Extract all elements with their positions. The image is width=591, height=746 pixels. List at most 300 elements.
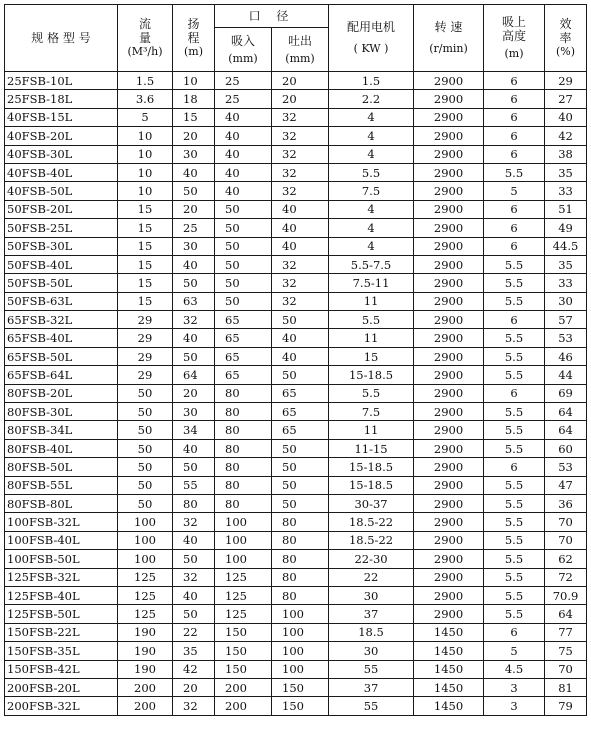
motor-power-cell: 4 bbox=[329, 200, 414, 218]
suction-height-cell: 6 bbox=[484, 200, 545, 218]
speed-cell: 2900 bbox=[414, 439, 484, 457]
suction-height-cell: 5.5 bbox=[484, 550, 545, 568]
outlet-header-label: 吐出 bbox=[288, 33, 313, 48]
model-header-label: 规 格 型 号 bbox=[31, 31, 91, 45]
motor-power-cell: 5.5 bbox=[329, 311, 414, 329]
flow-cell: 15 bbox=[118, 292, 173, 310]
inlet-diameter-cell: 125 bbox=[215, 586, 272, 604]
motor-power-cell: 5.5 bbox=[329, 384, 414, 402]
head-header-unit: (m) bbox=[183, 45, 203, 58]
flow-header-unit: (M³/h) bbox=[127, 45, 163, 58]
speed-cell: 2900 bbox=[414, 568, 484, 586]
motor-power-cell: 7.5 bbox=[329, 182, 414, 200]
diameter-header-label: 口 径 bbox=[248, 9, 295, 23]
flow-cell: 50 bbox=[118, 421, 173, 439]
suction-height-cell: 5 bbox=[484, 642, 545, 660]
model-cell: 65FSB-64L bbox=[5, 366, 118, 384]
speed-cell: 2900 bbox=[414, 494, 484, 512]
motor-power-cell: 18.5-22 bbox=[329, 513, 414, 531]
efficiency-cell: 35 bbox=[545, 255, 587, 273]
table-row bbox=[5, 550, 587, 568]
head-cell: 80 bbox=[173, 494, 215, 512]
model-cell: 150FSB-42L bbox=[5, 660, 118, 678]
efficiency-cell: 79 bbox=[545, 697, 587, 715]
speed-cell: 2900 bbox=[414, 384, 484, 402]
inlet-diameter-cell: 50 bbox=[215, 237, 272, 255]
motor-power-cell: 55 bbox=[329, 660, 414, 678]
flow-cell: 29 bbox=[118, 347, 173, 365]
motor-power-cell: 2.2 bbox=[329, 90, 414, 108]
flow-cell: 200 bbox=[118, 678, 173, 696]
outlet-diameter-cell: 40 bbox=[272, 347, 329, 365]
motor-power-cell: 4 bbox=[329, 237, 414, 255]
flow-cell: 125 bbox=[118, 586, 173, 604]
suction-height-cell: 5.5 bbox=[484, 531, 545, 549]
outlet-diameter-cell: 20 bbox=[272, 72, 329, 90]
suction-height-cell: 6 bbox=[484, 108, 545, 126]
motor-power-cell: 11-15 bbox=[329, 439, 414, 457]
table-row bbox=[5, 586, 587, 604]
suction-height-cell: 3 bbox=[484, 678, 545, 696]
motor-power-cell: 15-18.5 bbox=[329, 476, 414, 494]
model-cell: 50FSB-30L bbox=[5, 237, 118, 255]
table-row bbox=[5, 347, 587, 365]
flow-cell: 200 bbox=[118, 697, 173, 715]
flow-cell: 10 bbox=[118, 145, 173, 163]
suction-height-cell: 5.5 bbox=[484, 513, 545, 531]
head-cell: 42 bbox=[173, 660, 215, 678]
model-cell: 50FSB-20L bbox=[5, 200, 118, 218]
model-cell: 65FSB-40L bbox=[5, 329, 118, 347]
head-header-label-2: 程 bbox=[187, 31, 200, 45]
suction-height-cell: 5.5 bbox=[484, 586, 545, 604]
model-cell: 65FSB-32L bbox=[5, 311, 118, 329]
motor-power-cell: 4 bbox=[329, 219, 414, 237]
outlet-diameter-cell: 80 bbox=[272, 568, 329, 586]
outlet-diameter-cell: 80 bbox=[272, 550, 329, 568]
inlet-diameter-cell: 200 bbox=[215, 678, 272, 696]
model-cell: 80FSB-34L bbox=[5, 421, 118, 439]
inlet-diameter-cell: 100 bbox=[215, 550, 272, 568]
flow-cell: 29 bbox=[118, 311, 173, 329]
head-cell: 20 bbox=[173, 200, 215, 218]
suction-height-cell: 5.5 bbox=[484, 274, 545, 292]
speed-column-header bbox=[414, 5, 484, 72]
head-cell: 15 bbox=[173, 108, 215, 126]
flow-cell: 190 bbox=[118, 642, 173, 660]
head-cell: 30 bbox=[173, 237, 215, 255]
inlet-diameter-cell: 80 bbox=[215, 476, 272, 494]
outlet-diameter-cell: 65 bbox=[272, 403, 329, 421]
efficiency-cell: 44 bbox=[545, 366, 587, 384]
efficiency-header-unit: (%) bbox=[555, 45, 576, 58]
efficiency-cell: 64 bbox=[545, 403, 587, 421]
efficiency-cell: 77 bbox=[545, 623, 587, 641]
inlet-diameter-cell: 50 bbox=[215, 219, 272, 237]
outlet-diameter-cell: 65 bbox=[272, 384, 329, 402]
inlet-diameter-cell: 65 bbox=[215, 311, 272, 329]
head-cell: 20 bbox=[173, 678, 215, 696]
efficiency-cell: 72 bbox=[545, 568, 587, 586]
speed-cell: 1450 bbox=[414, 678, 484, 696]
table-row bbox=[5, 329, 587, 347]
head-cell: 35 bbox=[173, 642, 215, 660]
inlet-diameter-cell: 200 bbox=[215, 697, 272, 715]
efficiency-cell: 70 bbox=[545, 660, 587, 678]
efficiency-cell: 40 bbox=[545, 108, 587, 126]
efficiency-header-label-2: 率 bbox=[559, 31, 572, 45]
model-cell: 80FSB-30L bbox=[5, 403, 118, 421]
inlet-diameter-cell: 150 bbox=[215, 642, 272, 660]
inlet-diameter-cell: 125 bbox=[215, 568, 272, 586]
head-cell: 20 bbox=[173, 384, 215, 402]
head-cell: 40 bbox=[173, 163, 215, 181]
motor-power-cell: 18.5 bbox=[329, 623, 414, 641]
suction-height-cell: 5.5 bbox=[484, 255, 545, 273]
flow-cell: 15 bbox=[118, 219, 173, 237]
model-cell: 200FSB-20L bbox=[5, 678, 118, 696]
efficiency-cell: 64 bbox=[545, 605, 587, 623]
head-cell: 63 bbox=[173, 292, 215, 310]
flow-cell: 10 bbox=[118, 163, 173, 181]
outlet-diameter-cell: 100 bbox=[272, 605, 329, 623]
flow-cell: 100 bbox=[118, 531, 173, 549]
table-row bbox=[5, 403, 587, 421]
outlet-diameter-cell: 65 bbox=[272, 421, 329, 439]
inlet-diameter-cell: 25 bbox=[215, 72, 272, 90]
motor-power-cell: 15-18.5 bbox=[329, 366, 414, 384]
model-cell: 40FSB-30L bbox=[5, 145, 118, 163]
motor-power-cell: 22 bbox=[329, 568, 414, 586]
motor-power-cell: 7.5-11 bbox=[329, 274, 414, 292]
model-cell: 125FSB-50L bbox=[5, 605, 118, 623]
model-cell: 100FSB-50L bbox=[5, 550, 118, 568]
efficiency-cell: 70 bbox=[545, 531, 587, 549]
model-cell: 25FSB-18L bbox=[5, 90, 118, 108]
outlet-diameter-cell: 40 bbox=[272, 329, 329, 347]
flow-cell: 1.5 bbox=[118, 72, 173, 90]
efficiency-column-header bbox=[545, 5, 587, 72]
motor-column-header bbox=[329, 5, 414, 72]
speed-cell: 2900 bbox=[414, 458, 484, 476]
efficiency-cell: 29 bbox=[545, 72, 587, 90]
inlet-diameter-cell: 50 bbox=[215, 274, 272, 292]
head-cell: 32 bbox=[173, 568, 215, 586]
table-row bbox=[5, 366, 587, 384]
outlet-diameter-cell: 32 bbox=[272, 182, 329, 200]
speed-cell: 1450 bbox=[414, 697, 484, 715]
outlet-diameter-cell: 32 bbox=[272, 163, 329, 181]
suction-height-cell: 5.5 bbox=[484, 439, 545, 457]
outlet-diameter-cell: 50 bbox=[272, 366, 329, 384]
efficiency-cell: 53 bbox=[545, 329, 587, 347]
table-header bbox=[5, 5, 587, 72]
efficiency-cell: 46 bbox=[545, 347, 587, 365]
flow-cell: 15 bbox=[118, 200, 173, 218]
table-row bbox=[5, 531, 587, 549]
flow-cell: 29 bbox=[118, 366, 173, 384]
outlet-diameter-cell: 32 bbox=[272, 255, 329, 273]
flow-cell: 100 bbox=[118, 550, 173, 568]
head-cell: 50 bbox=[173, 347, 215, 365]
model-cell: 80FSB-50L bbox=[5, 458, 118, 476]
outlet-diameter-cell: 80 bbox=[272, 513, 329, 531]
inlet-diameter-cell: 40 bbox=[215, 108, 272, 126]
speed-cell: 2900 bbox=[414, 586, 484, 604]
motor-power-cell: 30 bbox=[329, 586, 414, 604]
motor-power-cell: 37 bbox=[329, 678, 414, 696]
efficiency-cell: 75 bbox=[545, 642, 587, 660]
table-row bbox=[5, 605, 587, 623]
motor-power-cell: 22-30 bbox=[329, 550, 414, 568]
speed-cell: 2900 bbox=[414, 292, 484, 310]
inlet-header-unit: (mm) bbox=[228, 51, 258, 65]
table-row bbox=[5, 182, 587, 200]
motor-power-cell: 15-18.5 bbox=[329, 458, 414, 476]
suction-height-cell: 5.5 bbox=[484, 476, 545, 494]
flow-cell: 5 bbox=[118, 108, 173, 126]
motor-power-cell: 1.5 bbox=[329, 72, 414, 90]
speed-cell: 2900 bbox=[414, 182, 484, 200]
model-cell: 50FSB-40L bbox=[5, 255, 118, 273]
flow-cell: 190 bbox=[118, 660, 173, 678]
head-header-label-1: 扬 bbox=[187, 17, 200, 31]
flow-column-header bbox=[118, 5, 173, 72]
efficiency-cell: 81 bbox=[545, 678, 587, 696]
speed-cell: 2900 bbox=[414, 531, 484, 549]
motor-power-cell: 15 bbox=[329, 347, 414, 365]
model-cell: 65FSB-50L bbox=[5, 347, 118, 365]
inlet-diameter-cell: 40 bbox=[215, 163, 272, 181]
flow-header-label-1: 流 bbox=[138, 17, 151, 31]
motor-header-label: 配用电机 bbox=[347, 20, 396, 34]
motor-power-cell: 5.5 bbox=[329, 163, 414, 181]
table-row bbox=[5, 494, 587, 512]
flow-cell: 15 bbox=[118, 274, 173, 292]
flow-cell: 10 bbox=[118, 182, 173, 200]
head-cell: 32 bbox=[173, 311, 215, 329]
efficiency-cell: 30 bbox=[545, 292, 587, 310]
table-row bbox=[5, 678, 587, 696]
table-row bbox=[5, 458, 587, 476]
inlet-diameter-cell: 40 bbox=[215, 127, 272, 145]
model-cell: 100FSB-40L bbox=[5, 531, 118, 549]
efficiency-cell: 36 bbox=[545, 494, 587, 512]
table-row bbox=[5, 145, 587, 163]
outlet-diameter-cell: 40 bbox=[272, 237, 329, 255]
suction-height-cell: 5.5 bbox=[484, 347, 545, 365]
model-cell: 125FSB-32L bbox=[5, 568, 118, 586]
motor-power-cell: 11 bbox=[329, 292, 414, 310]
outlet-diameter-cell: 150 bbox=[272, 697, 329, 715]
speed-cell: 2900 bbox=[414, 219, 484, 237]
speed-cell: 2900 bbox=[414, 347, 484, 365]
efficiency-cell: 70.9 bbox=[545, 586, 587, 604]
speed-cell: 2900 bbox=[414, 476, 484, 494]
motor-header-unit: ( KW ) bbox=[353, 42, 389, 55]
model-cell: 50FSB-63L bbox=[5, 292, 118, 310]
head-cell: 34 bbox=[173, 421, 215, 439]
inlet-diameter-cell: 150 bbox=[215, 660, 272, 678]
efficiency-cell: 70 bbox=[545, 513, 587, 531]
table-row bbox=[5, 255, 587, 273]
head-cell: 50 bbox=[173, 274, 215, 292]
suction-height-cell: 6 bbox=[484, 145, 545, 163]
head-cell: 55 bbox=[173, 476, 215, 494]
speed-cell: 2900 bbox=[414, 421, 484, 439]
head-cell: 50 bbox=[173, 182, 215, 200]
suction-height-cell: 6 bbox=[484, 72, 545, 90]
head-cell: 30 bbox=[173, 145, 215, 163]
speed-cell: 2900 bbox=[414, 274, 484, 292]
inlet-diameter-cell: 65 bbox=[215, 347, 272, 365]
speed-header-unit: (r/min) bbox=[429, 42, 468, 55]
head-cell: 40 bbox=[173, 586, 215, 604]
head-cell: 50 bbox=[173, 605, 215, 623]
table-row bbox=[5, 72, 587, 90]
suction-height-cell: 6 bbox=[484, 219, 545, 237]
flow-cell: 50 bbox=[118, 439, 173, 457]
suction-height-cell: 6 bbox=[484, 384, 545, 402]
flow-cell: 50 bbox=[118, 458, 173, 476]
speed-cell: 2900 bbox=[414, 513, 484, 531]
suction-height-cell: 5.5 bbox=[484, 494, 545, 512]
table-row bbox=[5, 697, 587, 715]
speed-cell: 2900 bbox=[414, 108, 484, 126]
efficiency-cell: 53 bbox=[545, 458, 587, 476]
head-cell: 25 bbox=[173, 219, 215, 237]
speed-cell: 2900 bbox=[414, 163, 484, 181]
table-row bbox=[5, 127, 587, 145]
flow-cell: 125 bbox=[118, 605, 173, 623]
flow-cell: 10 bbox=[118, 127, 173, 145]
flow-cell: 29 bbox=[118, 329, 173, 347]
efficiency-cell: 51 bbox=[545, 200, 587, 218]
inlet-diameter-cell: 80 bbox=[215, 439, 272, 457]
flow-cell: 50 bbox=[118, 384, 173, 402]
suction-header-label-1: 吸上 bbox=[502, 15, 527, 29]
speed-cell: 1450 bbox=[414, 642, 484, 660]
outlet-diameter-cell: 80 bbox=[272, 586, 329, 604]
speed-cell: 2900 bbox=[414, 550, 484, 568]
flow-cell: 190 bbox=[118, 623, 173, 641]
model-cell: 125FSB-40L bbox=[5, 586, 118, 604]
outlet-diameter-cell: 32 bbox=[272, 292, 329, 310]
inlet-diameter-cell: 40 bbox=[215, 182, 272, 200]
model-cell: 150FSB-22L bbox=[5, 623, 118, 641]
suction-height-cell: 5.5 bbox=[484, 366, 545, 384]
outlet-diameter-cell: 32 bbox=[272, 108, 329, 126]
motor-power-cell: 18.5-22 bbox=[329, 531, 414, 549]
flow-cell: 50 bbox=[118, 494, 173, 512]
efficiency-header-label-1: 效 bbox=[559, 17, 572, 31]
suction-height-cell: 5.5 bbox=[484, 329, 545, 347]
flow-cell: 15 bbox=[118, 255, 173, 273]
outlet-diameter-cell: 50 bbox=[272, 494, 329, 512]
motor-power-cell: 4 bbox=[329, 145, 414, 163]
suction-height-cell: 6 bbox=[484, 237, 545, 255]
suction-height-cell: 6 bbox=[484, 458, 545, 476]
table-row bbox=[5, 274, 587, 292]
efficiency-cell: 60 bbox=[545, 439, 587, 457]
model-cell: 40FSB-40L bbox=[5, 163, 118, 181]
outlet-diameter-cell: 40 bbox=[272, 219, 329, 237]
pump-spec-table bbox=[4, 4, 587, 716]
speed-cell: 2900 bbox=[414, 200, 484, 218]
head-cell: 18 bbox=[173, 90, 215, 108]
efficiency-cell: 44.5 bbox=[545, 237, 587, 255]
head-cell: 50 bbox=[173, 458, 215, 476]
model-cell: 80FSB-40L bbox=[5, 439, 118, 457]
outlet-diameter-cell: 32 bbox=[272, 145, 329, 163]
speed-cell: 2900 bbox=[414, 366, 484, 384]
table-row bbox=[5, 163, 587, 181]
inlet-diameter-cell: 80 bbox=[215, 421, 272, 439]
suction-height-cell: 5.5 bbox=[484, 292, 545, 310]
motor-power-cell: 7.5 bbox=[329, 403, 414, 421]
diameter-group-header bbox=[215, 5, 329, 28]
flow-cell: 50 bbox=[118, 403, 173, 421]
motor-power-cell: 30 bbox=[329, 642, 414, 660]
inlet-diameter-cell: 50 bbox=[215, 255, 272, 273]
inlet-diameter-cell: 80 bbox=[215, 494, 272, 512]
efficiency-cell: 42 bbox=[545, 127, 587, 145]
head-cell: 40 bbox=[173, 255, 215, 273]
table-row bbox=[5, 439, 587, 457]
outlet-diameter-cell: 80 bbox=[272, 531, 329, 549]
inlet-diameter-cell: 50 bbox=[215, 200, 272, 218]
head-cell: 40 bbox=[173, 439, 215, 457]
inlet-diameter-cell: 65 bbox=[215, 329, 272, 347]
table-row bbox=[5, 292, 587, 310]
efficiency-cell: 69 bbox=[545, 384, 587, 402]
inlet-column-header bbox=[215, 28, 272, 72]
efficiency-cell: 57 bbox=[545, 311, 587, 329]
outlet-diameter-cell: 100 bbox=[272, 623, 329, 641]
head-cell: 32 bbox=[173, 697, 215, 715]
model-cell: 100FSB-32L bbox=[5, 513, 118, 531]
outlet-diameter-cell: 100 bbox=[272, 642, 329, 660]
model-cell: 200FSB-32L bbox=[5, 697, 118, 715]
outlet-column-header bbox=[272, 28, 329, 72]
table-row bbox=[5, 660, 587, 678]
table-row bbox=[5, 90, 587, 108]
head-cell: 40 bbox=[173, 329, 215, 347]
speed-cell: 2900 bbox=[414, 237, 484, 255]
suction-height-cell: 6 bbox=[484, 127, 545, 145]
suction-height-cell: 5 bbox=[484, 182, 545, 200]
efficiency-cell: 35 bbox=[545, 163, 587, 181]
efficiency-cell: 64 bbox=[545, 421, 587, 439]
table-row bbox=[5, 219, 587, 237]
table-row bbox=[5, 200, 587, 218]
table-row bbox=[5, 421, 587, 439]
outlet-diameter-cell: 50 bbox=[272, 476, 329, 494]
suction-height-cell: 5.5 bbox=[484, 403, 545, 421]
outlet-diameter-cell: 150 bbox=[272, 678, 329, 696]
head-cell: 20 bbox=[173, 127, 215, 145]
flow-cell: 100 bbox=[118, 513, 173, 531]
speed-cell: 2900 bbox=[414, 329, 484, 347]
efficiency-cell: 27 bbox=[545, 90, 587, 108]
inlet-diameter-cell: 80 bbox=[215, 384, 272, 402]
motor-power-cell: 30-37 bbox=[329, 494, 414, 512]
flow-cell: 50 bbox=[118, 476, 173, 494]
suction-height-cell: 5.5 bbox=[484, 568, 545, 586]
flow-cell: 3.6 bbox=[118, 90, 173, 108]
motor-power-cell: 5.5-7.5 bbox=[329, 255, 414, 273]
speed-cell: 2900 bbox=[414, 311, 484, 329]
